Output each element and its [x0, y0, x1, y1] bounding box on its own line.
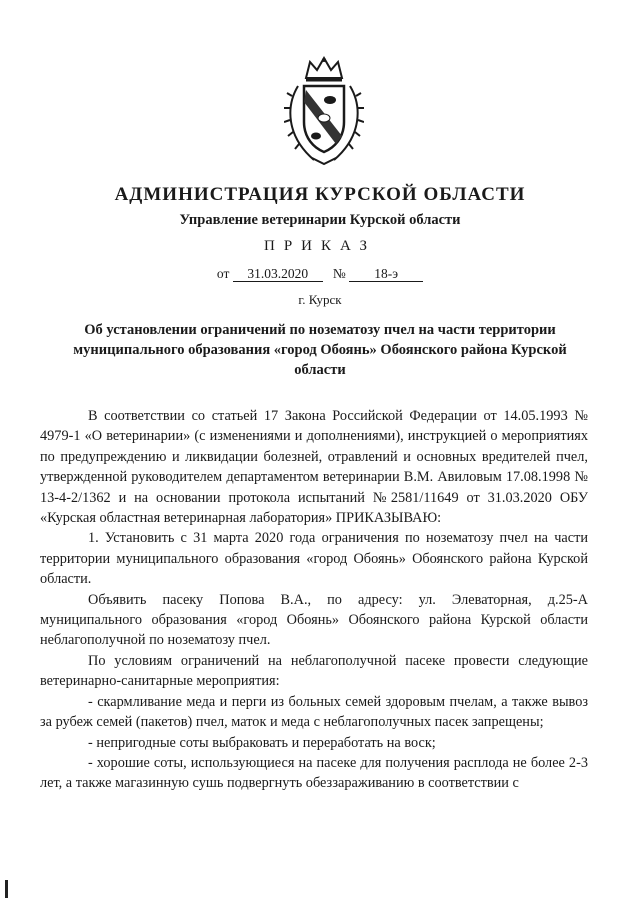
order-date: 31.03.2020 [233, 266, 323, 282]
order-number: 18-э [349, 266, 423, 282]
number-sign: № [332, 266, 346, 281]
paragraph-measure-combs: - непригодные соты выбраковать и переработать на воск; [88, 734, 436, 751]
paragraph-measure-feeding: - скармливание меда и перги из больных семей здоровым пчелам, а также вывоз за рубеж семей (пакетов) пчел, маток и меда с неблагополучных пасек запрещены; [40, 693, 588, 731]
paragraph-measures-intro: По условиям ограничений на неблагополучной пасеке провести следующие ветеринарно-санитарные мероприятия: [40, 652, 588, 690]
paragraph-item-1: 1. Установить с 31 марта 2020 года ограничения по нозематозу пчел на части территории муниципального образования «город Обоянь» Обоянского района Курской области. [40, 530, 588, 588]
kursk-coat-of-arms-icon [284, 56, 364, 168]
paragraph-preamble: В соответствии со статьей 17 Закона Российской Федерации от 14.05.1993 № 4979-1 «О ветеринарии» (с изменениями и дополнениями), инструкцией о мероприятиях по предупреждению и ликвидации болезней, отравлений и основных вредителей пчел, утвержденной руководителем департаментом ветеринарии В.М. Авиловым 17.08.1998 № 13-4-2/1362 и на основании протокола испытаний №2581/11649 от 31.03.2020 ОБУ «Курская областная ветеринарная лаборатория» ПРИКАЗЫВАЮ: [40, 408, 588, 527]
margin-mark [5, 880, 8, 898]
organization-title: АДМИНИСТРАЦИЯ КУРСКОЙ ОБЛАСТИ [114, 184, 526, 205]
city: г. Курск [298, 292, 342, 307]
department-name: Управление ветеринарии Курской области [179, 212, 461, 228]
order-date-number-line [0, 266, 640, 282]
order-word: ПРИКАЗ [264, 238, 376, 254]
paragraph-measure-disinfection: - хорошие соты, использующиеся на пасеке для получения расплода не более 2-3 лет, а также магазинную сушь подвергнуть обеззараживанию в соответствии с [40, 754, 588, 792]
date-prefix: от [216, 266, 230, 281]
paragraph-apiary-declaration: Объявить пасеку Попова В.А., по адресу: ул. Элеваторная, д.25-А муниципального образования «город Обоянь» Обоянского района Курской области неблагополучной по нозематозу пчел. [40, 591, 588, 649]
document-body [40, 406, 588, 794]
document-title: Об установлении ограничений по нозематозу пчел на части территории муниципального образования «город Обоянь» Обоянского района Курской области [73, 322, 567, 378]
